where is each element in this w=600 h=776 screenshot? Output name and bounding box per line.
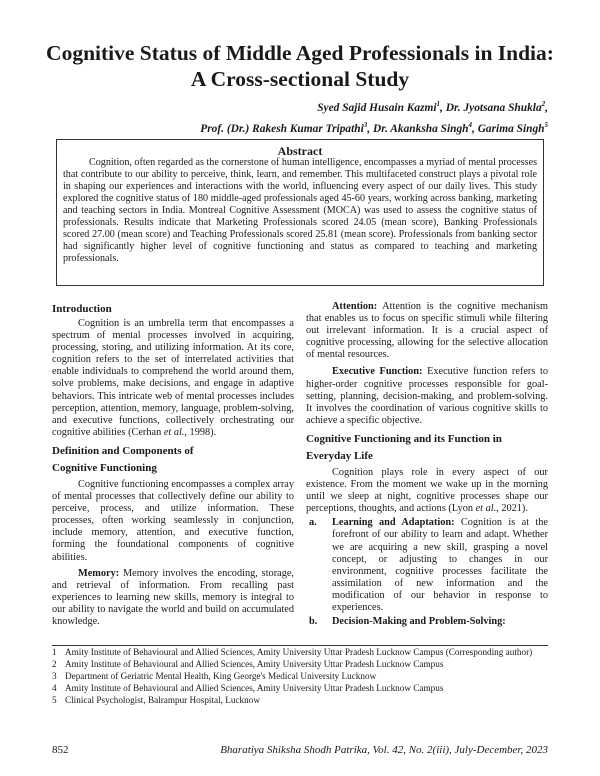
author-line-1: Syed Sajid Husain Kazmi$^1$, Dr. Jyotsana Shukla$^2$,	[317, 100, 548, 114]
footnote: 1 Amity Institute of Behavioural and Allied Sciences, Amity University Uttar Pradesh Lucknow Campus (Corresponding author)	[52, 647, 533, 657]
author-list	[48, 96, 548, 138]
list-marker: a.	[309, 517, 317, 529]
page-number: 852	[52, 744, 69, 756]
footnote: 5 Clinical Psychologist, Balrampur Hospital, Lucknow	[52, 694, 260, 705]
everyday-life-heading: Cognitive Functioning and its Function in Everyday Life	[306, 432, 502, 462]
left-column	[52, 301, 294, 628]
author-affiliation-mark: 4	[468, 120, 472, 129]
footnote: 2 Amity Institute of Behavioural and Allied Sciences, Amity University Uttar Pradesh Lucknow Campus	[52, 658, 444, 669]
title-line-1: Cognitive Status of Middle Aged Professionals in India:	[46, 41, 554, 65]
author-name: Garima Singh	[477, 122, 545, 135]
memory-paragraph: Memory: Memory involves the encoding, storage, and retrieval of information. From recalling past experiences to learning new skills, memory is integral to our ability to navigate the world and build on accumulated knowledge.	[52, 567, 294, 627]
footnote: 3 Department of Geriatric Mental Health, King George's Medical University Lucknow	[52, 670, 377, 681]
abstract-heading: Abstract	[277, 144, 323, 158]
author-name: Dr. Jyotsana Shukla	[445, 101, 542, 114]
executive-function-paragraph: Executive Function: Executive function refers to higher-order cognitive processes responsible for goal-setting, planning, decision-making, and problem-solving. It involves the coordination of various cognitive skills to achieve a specific objective.	[306, 366, 548, 426]
author-name: Prof. (Dr.) Rakesh Kumar Tripathi	[200, 122, 364, 135]
footnote: 4 Amity Institute of Behavioural and Allied Sciences, Amity University Uttar Pradesh Lucknow Campus	[52, 682, 444, 693]
running-footer: Bharatiya Shiksha Shodh Patrika, Vol. 42, No. 2(iii), July-December, 2023	[220, 744, 548, 756]
introduction-paragraph: Cognition is an umbrella term that encompasses a spectrum of mental processes involved in acquiring, processing, storing, and utilizing information. At its core, cognition refers to the set of interrelated activities that enable individuals to comprehend the world around them, solve problems, make decisions, and engage in adaptive behaviors. This intricate web of mental processes includes perception, attention, memory, language, problem-solving, and executive functions, collectively orchestrating our cognitive abilities (Cerhan et al., 1998).	[52, 318, 294, 438]
list-item: a. Learning and Adaptation: Cognition is at the forefront of our ability to learn and adapt. Whether we are acquiring a new skill, grasping a novel concept, or adjusting to changes in our environment, cognitive processes facilitate the assimilation of new information and the modification of our behavior in response to experiences.	[309, 517, 548, 613]
author-affiliation-mark: 2	[541, 100, 546, 108]
learning-adaptation-label: Learning and Adaptation:	[332, 517, 455, 529]
attention-label: Attention:	[332, 301, 378, 312]
everyday-life-paragraph: Cognition plays role in every aspect of our existence. From the moment we wake up in the morning until we sleep at night, cognitive processes shape our perceptions, thoughts, and actions (Lyon et al., 2021).	[306, 466, 548, 515]
executive-function-label: Executive Function:	[332, 366, 423, 378]
right-column	[306, 301, 548, 628]
footnote-divider	[52, 645, 548, 646]
attention-paragraph: Attention: Attention is the cognitive mechanism that enables us to focus on specific stimuli while filtering out irrelevant information. It is a crucial aspect of cognitive processing, allowing for the selective allocation of mental resources.	[306, 301, 548, 361]
function-list	[306, 517, 548, 628]
abstract-text: Cognition, often regarded as the cornerstone of human intelligence, encompasses a myriad of mental processes that contribute to our ability to perceive, think, learn, and remember. This multifaceted construct plays a pivotal role in shaping our experiences and interactions with the world, influencing every aspect of our daily lives. This study explored the cognitive status of 180 middle-aged professionals aged 45-60 years, working across banking, marketing and teaching sectors in India. Montreal Cognitive Assessment (MOCA) was used to assess the cognitive status of professionals. Results indicate that Marketing Professionals scored 24.05 (mean score), Banking Professionals scored 27.00 (mean score) and Teaching Professionals scored 25.81 (mean score). Professionals from banking sector had significantly higher level of cognitive functioning and status as compared to teaching and marketing professionals.	[63, 157, 537, 264]
decision-making-label: Decision-Making and Problem-Solving:	[332, 616, 506, 628]
title-line-2: A Cross-sectional Study	[190, 67, 410, 91]
introduction-heading: Introduction	[52, 303, 112, 315]
definition-heading: Definition and Components of Cognitive Functioning	[52, 444, 194, 474]
list-marker: b.	[309, 616, 318, 628]
list-item	[306, 616, 548, 628]
author-affiliation-mark: 3	[363, 120, 368, 129]
author-affiliation-mark: 1	[436, 100, 441, 108]
footnotes	[52, 647, 552, 707]
memory-label: Memory:	[78, 567, 120, 579]
definition-paragraph: Cognitive functioning encompasses a complex array of mental processes that collectively define our ability to perceive, process, and utilize information. These processes, often working seamlessly in conjunction, include memory, attention, and executive function, forming the foundational components of cognitive abilities.	[52, 478, 294, 563]
author-name: Dr. Akanksha Singh	[373, 122, 469, 135]
paper-title	[40, 40, 560, 92]
author-line-2: Prof. (Dr.) Rakesh Kumar Tripathi$^3$, Dr. Akanksha Singh$^4$, Garima Singh$^5$	[200, 120, 548, 135]
author-name: Syed Sajid Husain Kazmi	[317, 101, 437, 114]
author-affiliation-mark: 5	[544, 120, 548, 129]
